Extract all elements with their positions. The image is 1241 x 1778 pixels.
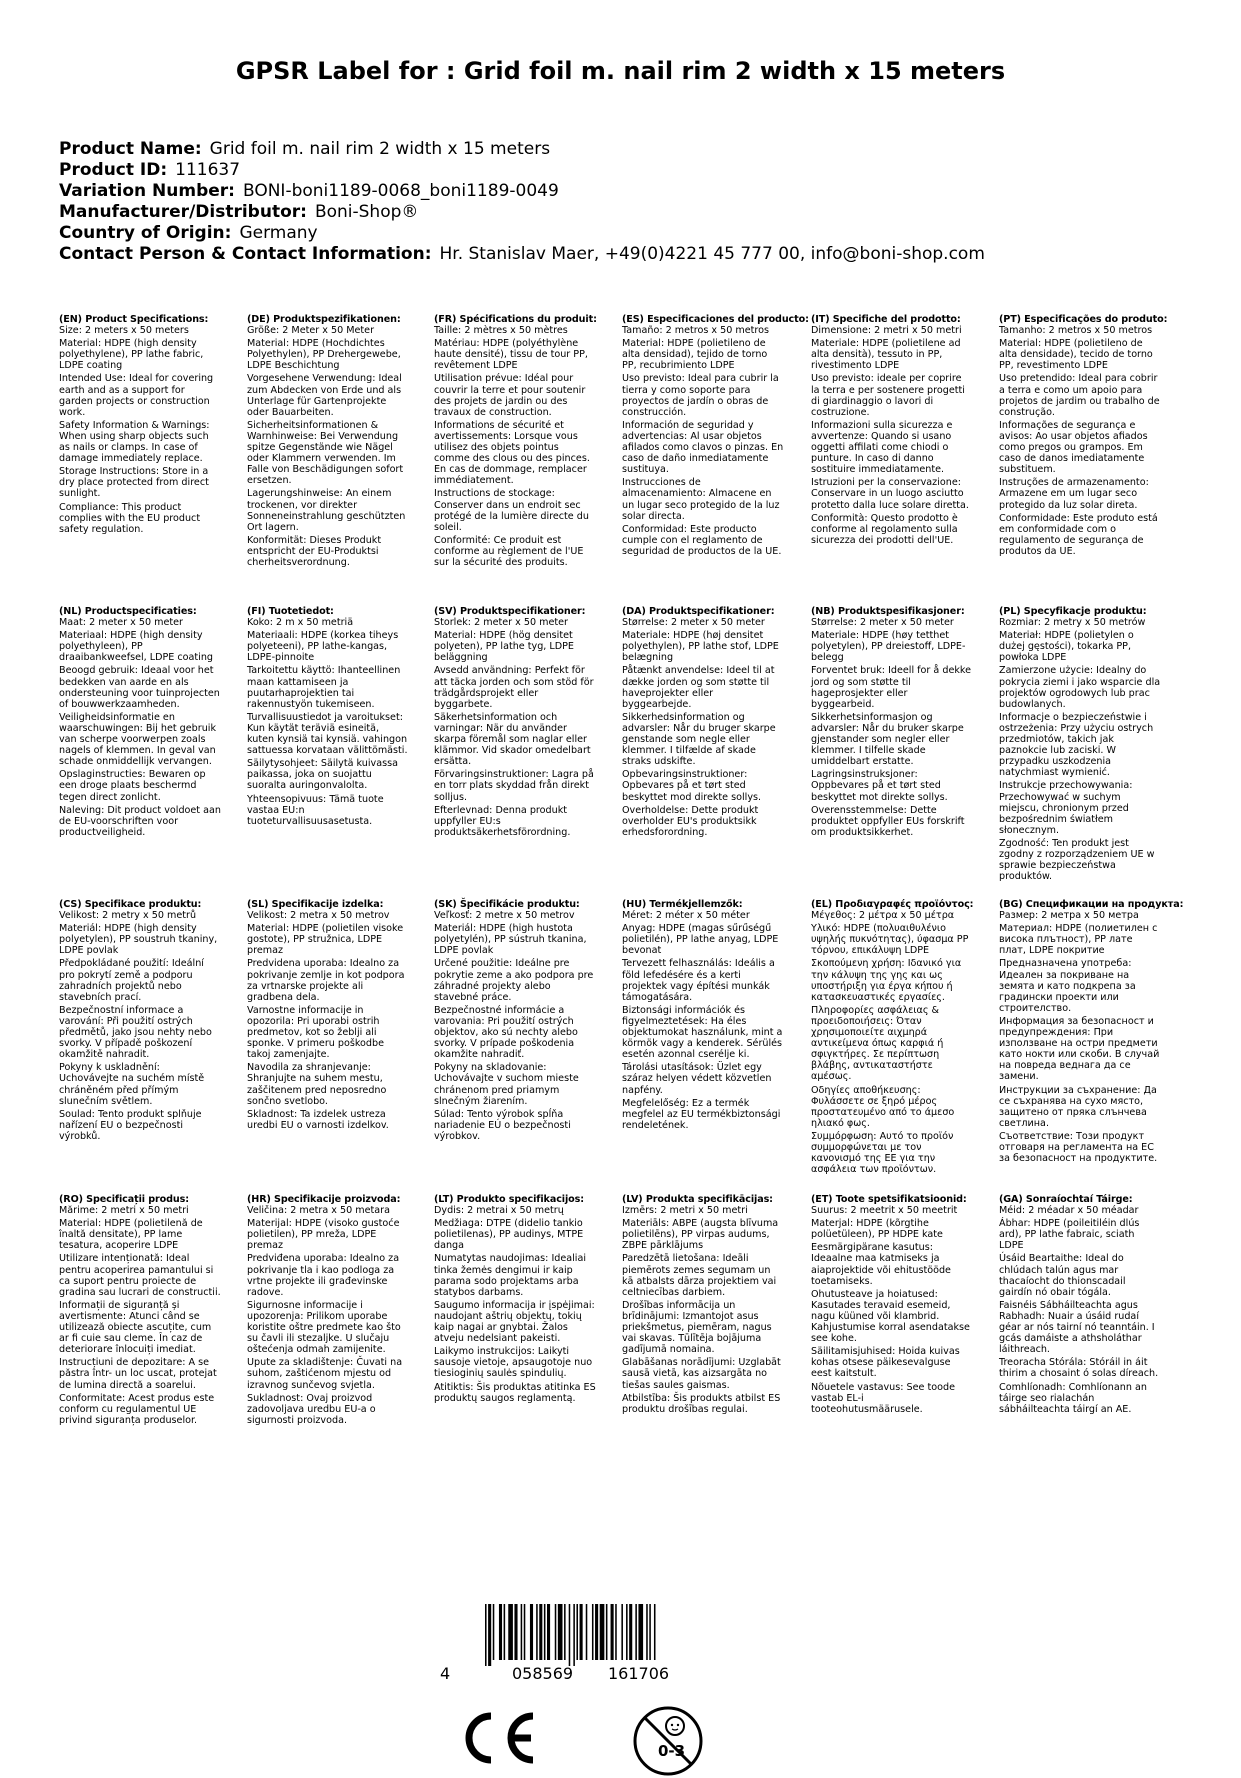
spec-line: Informacje o bezpieczeństwie i ostrzeżenia: Przy użyciu ostrych przedmiotów, takich jak paznokcie lub zaciski. W przypadku uszkodzenia natychmiast wymienić. [999,711,1154,779]
spec-line: Istruzioni per la conservazione: Conservare in un luogo asciutto protetto dalla luce solare diretta. [811,477,969,511]
spec-block [59,314,221,537]
spec-block [59,1194,221,1428]
spec-block [622,899,784,1133]
spec-line: Určené použitie: Ideálne pre pokrytie zeme a ako podpora pre záhradné projekty alebo stavebné práce. [434,958,594,1003]
spec-line: Förvaringsinstruktioner: Lagra på en torr plats skyddad från direkt solljus. [434,769,594,803]
spec-block [622,314,809,559]
spec-line: Overensstemmelse: Dette produktet oppfyller EUs forskrift om produktsikkerhet. [811,804,965,838]
spec-line: Materiale: HDPE (polietilene ad alta densità), tessuto in PP, rivestimento LDPE [811,338,961,372]
spec-line: Paredzētā lietošana: Ideāli piemērots zemes segumam un kā atbalsts dārza projektiem vai celtniecības darbiem. [622,1253,777,1298]
spec-line: Tárolási utasítások: Üzlet egy száraz helyen védett közvetlen napfény. [622,1062,772,1096]
spec-line: Υλικό: HDPE (πολυαιθυλένιο υψηλής πυκνότητας), ύφασμα PP τόρνου, επικάλυψη LDPE [811,923,969,957]
barcode-bar [646,1604,648,1660]
spec-block [247,606,409,829]
spec-line: Varnostne informacije in opozorila: Pri uporabi ostrih predmetov, kot so žeblji ali sponke. V primeru poškodbe takoj zamenjajte. [247,1004,385,1061]
spec-block [434,899,596,1144]
spec-line: Skladnost: Ta izdelek ustreza uredbi EU o varnosti izdelkov. [247,1108,389,1131]
barcode-right-group: 161706 [608,1664,670,1683]
spec-line: Matériau: HDPE (polyéthylène haute densité), tissu de tour PP, revêtement LDPE [434,338,588,372]
spec-block [811,314,973,548]
spec-block [999,1194,1161,1417]
spec-block-title: (PL) Specyfikacje produktu: [999,606,1147,617]
spec-block-title: (ES) Especificaciones del producto: [622,314,809,325]
spec-line: Drošības informācija un brīdinājumi: Izmantojot asus priekšmetus, piemēram, nagus vai skavas. Tūlītēja bojājuma gadījumā nomaina. [622,1299,772,1356]
barcode-bar [488,1604,491,1666]
spec-block [622,606,784,840]
spec-line: Compliance: This product complies with the EU product safety regulation. [59,501,201,535]
spec-block [811,1194,973,1417]
spec-line: Dydis: 2 metrai x 50 metrų [434,1205,564,1217]
spec-block-title: (HR) Specifikacije proizvoda: [247,1194,401,1205]
spec-block [247,1194,409,1428]
spec-line: Megfelelőség: Ez a termék megfelel az EU termékbiztonsági rendeletének. [622,1097,781,1131]
spec-line: Atbilstība: Šis produkts atbilst ES produktu drošības regulai. [622,1392,781,1415]
spec-block-title: (ET) Toote spetsifikatsioonid: [811,1194,967,1205]
spec-line: Biztonsági információk és figyelmeztetések: Ha éles objektumokat használunk, mint a körmök vagy a kenderek. Sérülés esetén azonnal cserélje ki. [622,1004,783,1061]
spec-line: Materiaal: HDPE (high density polyethyleen), PP draaibankweefsel, LDPE coating [59,630,214,664]
spec-line: Saugumo informacija ir įspėjimai: naudojant aštrių objektų, tokių kaip nagai ar gnybtai. Žalos atveju nedelsiant pakeisti. [434,1299,595,1345]
info-row [59,181,985,202]
info-row [59,139,985,160]
barcode-bar [539,1604,542,1660]
spec-line: Izmērs: 2 metri x 50 metri [622,1205,748,1217]
spec-line: Navodila za shranjevanje: Shranjujte na suhem mestu, zaščitenem pred neposredno sončno svetlobo. [247,1062,387,1107]
spec-line: Conformità: Questo prodotto è conforme al regolamento sulla sicurezza dei prodotti dell'UE. [811,512,958,546]
spec-line: Taille: 2 mètres x 50 mètres [434,325,568,337]
spec-line: Tarkoitettu käyttö: Ihanteellinen maan kattamiseen ja puutarhaprojektien tai rakennustyön tukemiseen. [247,665,401,710]
info-value: 111637 [175,160,241,180]
spec-block-title: (NL) Productspecificaties: [59,606,197,617]
spec-line: Σκοπούμενη χρήση: Ιδανικό για την κάλυψη της γης και ως υποστήριξη για έργα κήπου ή κατασκευαστικές εργασίες. [811,958,962,1003]
spec-line: Predviđena uporaba: Idealno za pokrivanje tla i kao podloga za vrtne projekte ili građevinske radove. [247,1253,400,1298]
spec-line: Инструкции за съхранение: Да се съхранява на сухо място, защитено от пряка слънчева светлина. [999,1084,1157,1129]
spec-line: Material: HDPE (polietileno de alta densidade), tecido de torno PP, revestimento LDPE [999,338,1153,372]
spec-line: Storlek: 2 meter x 50 meter [434,617,568,629]
spec-line: Tamanho: 2 metros x 50 metros [999,325,1153,337]
barcode-bars [485,1604,700,1666]
spec-line: Velikost: 2 metry x 50 metrů [59,910,197,922]
spec-line: Instruções de armazenamento: Armazene em um lugar seco protegido da luz solar direta. [999,477,1149,511]
spec-line: Материал: HDPE (полиетилен с висока плътност), PP лате плат, LDPE покритие [999,923,1158,957]
spec-block [999,314,1168,559]
barcode-bar [493,1604,495,1660]
info-label: Product ID: [59,160,168,180]
info-row [59,202,985,223]
spec-line: Atitiktis: Šis produktas atitinka ES produktų saugos reglamentą. [434,1381,596,1404]
barcode-bar [586,1604,588,1660]
spec-line: Materiale: HDPE (høy tetthet polyetylen), PP dreiestoff, LDPE-belegg [811,630,966,664]
spec-line: Avsedd användning: Perfekt för att täcka jorden och som stöd för trädgårdsprojekt eller byggarbete. [434,665,594,710]
spec-line: Material: HDPE (polietileno de alta densidad), tejido de torno PP, recubrimiento LDPE [622,338,768,372]
barcode-bar [621,1604,623,1660]
spec-line: Materiał: HDPE (polietylen o dużej gęstości), tokarka PP, powłoka LDPE [999,630,1134,664]
spec-line: Material: HDPE (polietilen visoke gostote), PP stružnica, LDPE premaz [247,923,404,957]
barcode-bar [530,1604,533,1660]
spec-line: Conformidad: Este producto cumple con el reglamento de seguridad de productos de la UE. [622,523,782,557]
spec-block [999,606,1161,884]
info-value: Grid foil m. nail rim 2 width x 15 meters [209,139,551,159]
spec-line: Størrelse: 2 meter x 50 meter [811,617,954,629]
spec-line: Material: HDPE (polietilenă de înaltă densitate), PP lame tesatura, acoperire LDPE [59,1218,203,1252]
spec-line: Méid: 2 méadar x 50 méadar [999,1205,1139,1217]
spec-line: Πληροφορίες ασφάλειας & προειδοποιήσεις: Όταν χρησιμοποιείτε αιχμηρά αντικείμενα όπως καρφιά ή σφιγκτήρες. Σε περίπτωση βλάβης, αντικαταστήστε αμέσως. [811,1004,944,1083]
spec-line: Säkerhetsinformation och varningar: När du använder skarpa föremål som naglar eller klämmor. Vid skador omedelbart ersätta. [434,711,591,768]
barcode-bar [504,1604,506,1660]
spec-line: Numatytas naudojimas: Idealiai tinka žemės dengimui ir kaip parama sodo projektams arba statybos darbams. [434,1253,587,1298]
spec-line: Materiaali: HDPE (korkea tiheys polyeteeni), PP lathe-kangas, LDPE-pinnoite [247,630,399,664]
spec-line: Méret: 2 méter x 50 méter [622,910,750,922]
barcode-bar [521,1604,523,1660]
spec-block-title: (SV) Produktspecifikationer: [434,606,586,617]
spec-line: Conformidade: Este produto está em conformidade com o regulamento de segurança de produtos da UE. [999,512,1158,557]
barcode-bar [536,1604,538,1660]
spec-block [247,899,409,1133]
barcode-bar [508,1604,513,1660]
spec-line: Ohutusteave ja hoiatused: Kasutades teravaid esemeid, nagu küüned või klambrid. Kahjustumise korral asendatakse see kohe. [811,1288,970,1345]
info-row [59,244,985,265]
spec-block [59,606,221,840]
barcode-bar [626,1604,628,1660]
spec-line: Mărime: 2 metri x 50 metri [59,1205,189,1217]
spec-line: Beoogd gebruik: Ideaal voor het bedekken van aarde en als ondersteuning voor tuinprojecten of bouwwerkzaamheden. [59,665,220,710]
spec-line: Instrucciones de almacenamiento: Almacene en un lugar seco protegido de la luz solar directa. [622,477,780,522]
barcode-bar [649,1604,651,1660]
spec-line: Konformität: Dieses Produkt entspricht der EU-Produktsi cherheitsverordnung. [247,534,382,568]
spec-block-title: (GA) Sonraíochtaí Táirge: [999,1194,1133,1205]
spec-line: Säilytysohjeet: Säilytä kuivassa paikassa, joka on suojattu suoralta auringonvalolta. [247,758,398,792]
spec-line: Efterlevnad: Denna produkt uppfyller EU:s produktsäkerhetsförordning. [434,804,571,838]
barcode-bar [514,1604,517,1660]
spec-line: Размер: 2 метра x 50 метра [999,910,1139,922]
spec-block-title: (FR) Spécifications du produit: [434,314,597,325]
spec-line: Συμμόρφωση: Αυτό το προϊόν συμμορφώνεται με τον κανονισμό της ΕΕ για την ασφάλεια των προϊόντων. [811,1130,954,1176]
spec-line: Rozmiar: 2 metry x 50 metrów [999,617,1146,629]
barcode-bar [580,1604,583,1660]
spec-line: Yhteensopivuus: Tämä tuote vastaa EU:n tuoteturvallisuusasetusta. [247,793,384,827]
spec-block-title: (LV) Produkta specifikācijas: [622,1194,773,1205]
spec-line: Materiāls: ABPE (augsta blīvuma polietilēns), PP virpas audums, ZBPE pārklājums [622,1218,779,1252]
spec-block-title: (PT) Especificações do produto: [999,314,1168,325]
barcode-bar [611,1604,614,1660]
barcode-lead-digit: 4 [440,1664,451,1683]
spec-line: Informations de sécurité et avertissements: Lorsque vous utilisez des objets pointus comme des clous ou des pinces. En cas de dommage, remplacer immédiatement. [434,419,590,487]
barcode-bar [654,1604,656,1660]
spec-line: Comhlíonadh: Comhlíonann an táirge seo rialachán sábháilteachta táirgí an AE. [999,1381,1147,1415]
spec-line: Materiale: HDPE (høj densitet polyethylen), PP lathe stof, LDPE belægning [622,630,779,664]
spec-line: Lagringsinstruksjoner: Oppbevares på et tørt sted beskyttet mot direkte sollys. [811,769,948,803]
spec-line: Sukladnost: Ovaj proizvod zadovoljava uredbu EU-a o sigurnosti proizvoda. [247,1392,376,1426]
barcode-bar [592,1604,594,1660]
barcode-bar [558,1604,563,1660]
spec-line: Bezpečnostné informácie a varovania: Pri použití ostrých objektov, ako sú nechty alebo svorky. V prípade poškodenia okamžite nahradiť. [434,1004,578,1061]
spec-line: Nõuetele vastavus: See toode vastab EL-i tooteohutusmäärusele. [811,1381,955,1415]
spec-line: Turvallisuustiedot ja varoitukset: Kun käytät teräviä esineitä, kuten kynsiä tai kynsiä. vahingon sattuessa korvataan välittömästi. [247,711,408,757]
barcode-bar [573,1604,575,1666]
spec-line: Größe: 2 Meter x 50 Meter [247,325,375,337]
spec-block-title: (CS) Specifikace produktu: [59,899,202,910]
barcode-bar [600,1604,605,1660]
spec-line: Maat: 2 meter x 50 meter [59,617,183,629]
spec-block-title: (EL) Προδιαγραφές προϊόντος: [811,899,974,910]
barcode-bar [638,1604,643,1660]
spec-line: Medžiaga: DTPE (didelio tankio polietilenas), PP audinys, MTPE danga [434,1218,584,1252]
spec-line: Předpokládané použití: Ideální pro pokrytí země a podporu zahradních projektů nebo stavebních prací. [59,958,204,1003]
spec-line: Informații de siguranță și avertismente: Atunci când se utilizează obiecte ascuțite, cum ar fi cuie sau cleme. În caz de deteriorare înlocuiți imediat. [59,1299,212,1356]
spec-block-title: (NB) Produktspesifikasjoner: [811,606,965,617]
spec-line: Treoracha Stórála: Stóráil in áit thirim a chosaint ó solas díreach. [999,1357,1159,1380]
spec-line: Информация за безопасност и предупреждения: При използване на остри предмети като нокти или скоби. В случай на повреда веднага да се замени. [999,1015,1160,1083]
spec-line: Предназначена употреба: Идеален за покриване на земята и като подкрепа за градински проекти или строителство. [999,958,1136,1014]
barcode-bar [595,1604,598,1660]
spec-block-title: (HU) Termékjellemzők: [622,899,743,910]
spec-block-title: (DE) Produktspezifikationen: [247,314,401,325]
spec-line: Bezpečnostní informace a varování: Při použití ostrých předmětů, jako jsou nehty nebo svorky. V případě poškození okamžitě nahradit. [59,1004,212,1061]
spec-line: Información de seguridad y advertencias: Al usar objetos afilados como clavos o pinzas. En caso de daño inmediatamente sustituya. [622,419,784,476]
spec-line: Sikkerhedsinformation og advarsler: Når du bruger skarpe genstande som negle eller klemmer. I tilfælde af skade straks udskifte. [622,711,776,768]
spec-line: Koko: 2 m x 50 metriä [247,617,354,629]
age-warning-text: 0-3 [658,1742,686,1760]
spec-block [811,606,973,840]
spec-line: Uso previsto: Ideal para cubrir la tierra y como soporte para proyectos de jardín o obras de construcción. [622,373,779,418]
product-info [59,139,985,265]
spec-line: Instrucțiuni de depozitare: A se păstra într- un loc uscat, protejat de lumina directă a soarelui. [59,1357,217,1391]
spec-block [434,1194,596,1406]
spec-line: Úsáid Beartaithe: Ideal do chlúdach talún agus mar thacaíocht do thionscadail gairdín nó obair tógála. [999,1253,1126,1298]
spec-line: Eesmärgipärane kasutus: Ideaalne maa katmiseks ja aiaprojektide või ehitustööde toetamiseks. [811,1242,951,1287]
info-value: BONI-boni1189-0068_boni1189-0049 [242,181,559,201]
spec-block [59,899,221,1144]
spec-line: Naleving: Dit product voldoet aan de EU-voorschriften voor productveiligheid. [59,804,221,838]
spec-line: Sikkerhetsinformasjon og advarsler: Når du bruker skarpe gjenstander som negler eller klemmer. I tilfelle skade umiddelbart erstatte. [811,711,964,768]
spec-line: Instrukcje przechowywania: Przechowywać w suchym miejscu, chronionym przed bezpośrednim światłem słonecznym. [999,780,1133,836]
spec-block-title: (DA) Produktspecifikationer: [622,606,775,617]
spec-line: Suurus: 2 meetrit x 50 meetrit [811,1205,958,1217]
spec-line: Anyag: HDPE (magas sűrűségű polietilén), PP lathe anyag, LDPE bevonat [622,923,779,957]
barcode-bar [629,1604,632,1660]
spec-line: Οδηγίες αποθήκευσης: Φυλάσσετε σε ξηρό μέρος προστατευμένο από το άμεσο ηλιακό φως. [811,1084,955,1129]
spec-line: Ábhar: HDPE (poileitiléin dlús ard), PP lathe fabraic, sciath LDPE [999,1218,1140,1252]
spec-line: Forventet bruk: Ideell for å dekke jord og som støtte til hageprosjekter eller byggearbeid. [811,665,972,710]
spec-line: Tervezett felhasználás: Ideális a föld lefedésére és a kerti projektek vagy építési munkák támogatására. [622,958,775,1003]
spec-line: Conformité: Ce produit est conforme au règlement de l'UE sur la sécurité des produits. [434,534,584,568]
spec-line: Materjal: HDPE (kõrgtihe polüetüleen), PP HDPE kate [811,1218,943,1241]
spec-line: Predvidena uporaba: Idealno za pokrivanje zemlje in kot podpora za vrtnarske projekte ali gradbena dela. [247,958,405,1003]
spec-line: Faisnéis Sábháilteachta agus Rabhadh: Nuair a úsáid rudaí géar ar nós tairní nó teanntáin. I gcás damáiste a athsholáthar láithreach. [999,1299,1155,1356]
barcode-bar [544,1604,546,1660]
spec-line: Informações de segurança e avisos: Ao usar objetos afiados como pregos ou grampos. Em caso de danos imediatamente substituem. [999,419,1148,476]
spec-line: Safety Information & Warnings: When using sharp objects such as nails or clamps. In case of damage immediately replace. [59,419,210,465]
info-label: Product Name: [59,139,202,159]
spec-block-title: (EN) Product Specifications: [59,314,209,325]
spec-block-title: (FI) Tuotetiedot: [247,606,334,617]
barcode-bar [564,1604,566,1660]
spec-line: Uso pretendido: Ideal para cobrir a terra e como um apoio para projetos de jardim ou trabalho de construção. [999,373,1160,418]
spec-line: Overholdelse: Dette produkt overholder EU's produktsikk erhedsforordning. [622,804,759,838]
barcode-bar [615,1604,617,1660]
spec-block [999,899,1184,1166]
barcode-bar [635,1604,637,1660]
spec-line: Vorgesehene Verwendung: Ideal zum Abdecken von Erde und als Unterlage für Gartenprojekte oder Bauarbeiten. [247,373,402,418]
spec-line: Lagerungshinweise: An einem trockenen, vor direkter Sonneneinstrahlung geschützten Ort lagern. [247,488,406,533]
spec-line: Zgodność: Ten produkt jest zgodny z rozporządzeniem UE w sprawie bezpieczeństwa produktów. [999,837,1155,883]
info-label: Manufacturer/Distributor: [59,202,307,222]
spec-line: Dimensione: 2 metri x 50 metri [811,325,962,337]
barcode-bar [555,1604,557,1660]
spec-line: Opbevaringsinstruktioner: Opbevares på et tørt sted beskyttet mod direkte sollys. [622,769,762,803]
spec-line: Súlad: Tento výrobok spĺňa nariadenie EÚ o bezpečnosti výrobkov. [434,1108,571,1142]
spec-line: Påtænkt anvendelse: Ideel til at dække jorden og som støtte til haveprojekter eller byggearbejde. [622,665,775,710]
spec-block-title: (SL) Specifikacije izdelka: [247,899,384,910]
ean-barcode [440,1604,760,1688]
spec-line: Materijal: HDPE (visoko gustoće polietilen), PP mreža, LDPE premaz [247,1218,400,1252]
info-label: Country of Origin: [59,223,232,243]
barcode-bar [499,1604,502,1660]
spec-line: Storage Instructions: Store in a dry place protected from direct sunlight. [59,466,209,500]
spec-line: Pokyny k uskladnění: Uchovávejte na suchém místě chráněném před přímým slunečním světlem. [59,1062,205,1107]
spec-line: Material: HDPE (Hochdichtes Polyethylen), PP Drehergewebe, LDPE Beschichtung [247,338,401,372]
info-value: Germany [239,223,318,243]
barcode-bar [569,1604,571,1666]
spec-line: Størrelse: 2 meter x 50 meter [622,617,765,629]
spec-line: Zamierzone użycie: Idealny do pokrycia ziemi i jako wsparcie dla projektów ogrodowych lub prac budowlanych. [999,665,1161,710]
spec-block [434,314,596,570]
spec-line: Veľkosť: 2 metre x 50 metrov [434,910,575,922]
page-title: GPSR Label for : Grid foil m. nail rim 2 width x 15 meters [235,57,1006,85]
spec-line: Material: HDPE (high density polyethylene), PP lathe fabric, LDPE coating [59,338,204,372]
spec-line: Materiál: HDPE (high hustota polyetylén), PP sústruh tkanina, LDPE povlak [434,923,587,957]
spec-line: Utilisation prévue: Idéal pour couvrir la terre et pour soutenir des projets de jardin ou des travaux de construction. [434,373,586,418]
barcode-bar [547,1604,550,1660]
barcode-left-group: 058569 [512,1664,574,1683]
spec-line: Informazioni sulla sicurezza e avvertenze: Quando si usano oggetti affilati come chiodi o punture. In caso di danno sostituire immediatamente. [811,419,953,476]
info-label: Contact Person & Contact Information: [59,244,432,264]
spec-block-title: (BG) Спецификации на продукта: [999,899,1184,910]
spec-line: Laikymo instrukcijos: Laikyti sausoje vietoje, apsaugotoje nuo tiesioginių saulės spindulių. [434,1346,593,1380]
spec-line: Veličina: 2 metra x 50 metara [247,1205,390,1217]
spec-line: Materiál: HDPE (high density polyetylen), PP soustruh tkaniny, LDPE povlak [59,923,218,957]
spec-line: Material: HDPE (hög densitet polyeten), PP lathe tyg, LDPE beläggning [434,630,574,664]
spec-line: Utilizare intenționată: Ideal pentru acoperirea pamantului si ca suport pentru proiecte de gradina sau lucrari de constructii. [59,1253,221,1298]
barcode-bar [576,1604,578,1660]
spec-block-title: (SK) Špecifikácie produktu: [434,899,580,910]
spec-line: Säilitamisjuhised: Hoida kuivas kohas otsese päikesevalguse eest kaitstult. [811,1346,960,1380]
spec-line: Μέγεθος: 2 μέτρα x 50 μέτρα [811,910,955,922]
barcode-bar [485,1604,487,1666]
spec-line: Sicherheitsinformationen & Warnhinweise: Bei Verwendung spitze Gegenstände wie Nägel oder Klammern verwenden. Im Falle von Beschädigungen sofort ersetzen. [247,419,404,487]
spec-line: Pokyny na skladovanie: Uchovávajte v suchom mieste chránenom pred priamym slnečným žiarením. [434,1062,579,1107]
spec-line: Velikost: 2 metra x 50 metrov [247,910,390,922]
info-label: Variation Number: [59,181,235,201]
spec-line: Upute za skladištenje: Čuvati na suhom, zaštićenom mjestu od izravnog sunčevog svjetla. [247,1357,403,1391]
spec-line: Size: 2 meters x 50 meters [59,325,189,337]
spec-line: Glabāšanas norādījumi: Uzglabāt sausā vietā, kas aizsargāta no tiešas saules gaismas. [622,1357,781,1391]
spec-line: Veiligheidsinformatie en waarschuwingen: Bij het gebruik van scherpe voorwerpen zoals nagels of klemmen. In geval van schade onmiddellijk vervangen. [59,711,217,768]
spec-line: Opslaginstructies: Bewaren op een droge plaats beschermd tegen direct zonlicht. [59,769,206,803]
spec-block [811,899,973,1177]
not-for-children-0-3-icon [631,1704,705,1778]
ce-mark-icon [455,1708,539,1768]
spec-line: Sigurnosne informacije i upozorenja: Prilikom uporabe koristite oštre predmete kao što su čavli ili stezaljke. U slučaju oštećenja odmah zamijenite. [247,1299,401,1356]
spec-block-title: (RO) Specificații produs: [59,1194,189,1205]
spec-line: Intended Use: Ideal for covering earth and as a support for garden projects or construction work. [59,373,214,418]
spec-block-title: (IT) Specifiche del prodotto: [811,314,961,325]
spec-block-title: (LT) Produkto specifikacijos: [434,1194,585,1205]
info-row [59,223,985,244]
spec-line: Tamaño: 2 metros x 50 metros [622,325,770,337]
spec-block [247,314,409,570]
spec-line: Conformitate: Acest produs este conform cu regulamentul UE privind siguranța produselor. [59,1392,215,1426]
info-value: Hr. Stanislav Maer, +49(0)4221 45 777 00, info@boni-shop.com [439,244,985,264]
info-value: Boni-Shop® [314,202,419,222]
spec-block [622,1194,784,1417]
barcode-bar [606,1604,608,1660]
spec-line: Instructions de stockage: Conserver dans un endroit sec protégé de la lumière directe du soleil. [434,488,589,533]
spec-line: Soulad: Tento produkt splňuje nařízení EU o bezpečnosti výrobků. [59,1108,202,1142]
info-row [59,160,985,181]
spec-line: Съответствие: Този продукт отговаря на регламента на ЕС за безопасност на продуктите. [999,1130,1158,1165]
spec-block [434,606,596,840]
spec-line: Uso previsto: ideale per coprire la terra e per sostenere progetti di giardinaggio o lavori di costruzione. [811,373,965,418]
barcode-bar [524,1604,526,1660]
